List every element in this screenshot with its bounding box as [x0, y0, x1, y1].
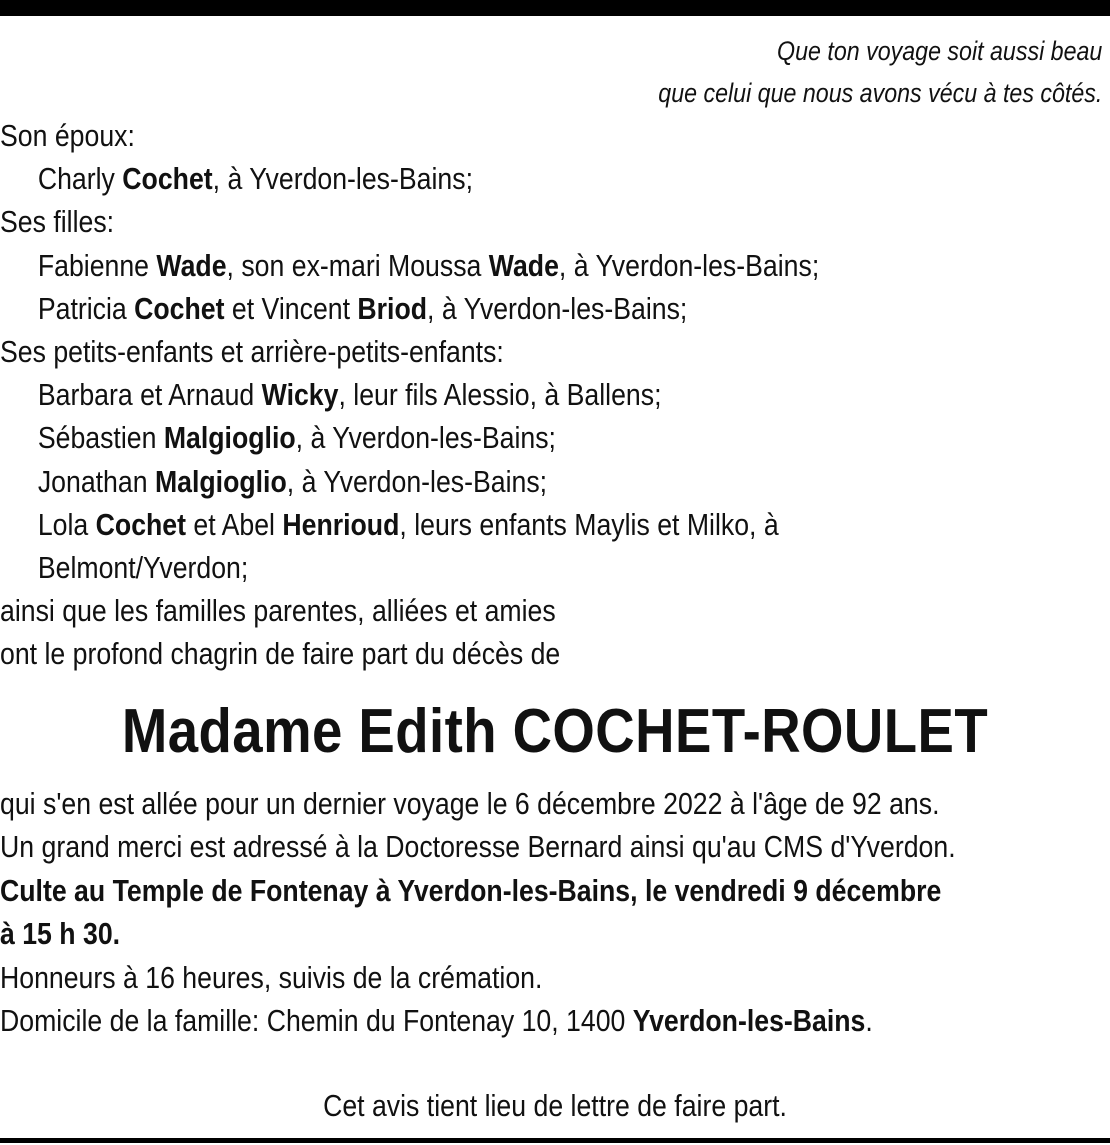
text-part: , à Yverdon-les-Bains;: [295, 420, 556, 456]
quote-line-2: que celui que nous avons vécu à tes côtés.: [657, 78, 1102, 108]
spouse-header: Son époux:: [0, 118, 135, 153]
daughter-line-1: [0, 244, 1109, 287]
text-part: et Abel: [186, 506, 283, 542]
address-line: [0, 999, 1109, 1042]
text-part: Patricia: [37, 290, 135, 326]
text-part: , à Yverdon-les-Bains;: [427, 290, 688, 326]
grandchild-line-4-continued: Belmont/Yverdon;: [37, 549, 249, 585]
surname: Wade: [488, 247, 559, 283]
spouse-last: Cochet: [122, 161, 213, 197]
thanks-line: Un grand merci est adressé à la Doctoresse Bernard ainsi qu'au CMS d'Yverdon.: [0, 829, 956, 865]
address-city: Yverdon-les-Bains: [632, 1002, 866, 1038]
surname: Cochet: [95, 506, 187, 542]
service-line-2: à 15 h 30.: [0, 916, 121, 952]
grandchild-line-4: [0, 503, 1109, 546]
surname: Cochet: [134, 290, 225, 326]
text-part: , leurs enfants Maylis et Milko, à: [399, 506, 779, 542]
daughters-header: Ses filles:: [0, 204, 115, 240]
announcement-line: ont le profond chagrin de faire part du décès de: [0, 636, 561, 672]
also-families-line: ainsi que les familles parentes, alliées et amies: [0, 593, 556, 629]
text-part: Lola: [37, 506, 96, 542]
spouse-first: Charly: [37, 161, 123, 197]
notice-details: [0, 782, 1109, 1042]
family-list: [0, 114, 1109, 675]
top-rule: [0, 0, 1110, 16]
service-line-1: Culte au Temple de Fontenay à Yverdon-les-Bains, le vendredi 9 décembre: [0, 872, 942, 908]
text-part: Barbara et Arnaud: [37, 377, 262, 413]
text-part: , à Yverdon-les-Bains;: [286, 463, 548, 499]
spouse-line: [0, 157, 1109, 200]
surname: Wicky: [261, 377, 339, 413]
passing-line: qui s'en est allée pour un dernier voyage le 6 décembre 2022 à l'âge de 92 ans.: [0, 786, 940, 821]
surname: Wade: [156, 247, 227, 283]
address-prefix: Domicile de la famille: Chemin du Fontenay 10, 1400: [0, 1002, 633, 1038]
text-part: et Vincent: [224, 290, 358, 326]
surname: Briod: [357, 290, 428, 326]
quote-line-1: Que ton voyage soit aussi beau: [776, 36, 1102, 66]
daughter-line-2: [0, 287, 1109, 330]
surname: Henrioud: [282, 506, 400, 542]
surname: Malgioglio: [163, 420, 296, 456]
surname: Malgioglio: [154, 463, 287, 499]
text-part: Jonathan: [37, 463, 155, 499]
text-part: , son ex-mari Moussa: [226, 247, 489, 283]
grandchild-line-1: [0, 373, 1109, 416]
bottom-rule: [0, 1138, 1110, 1143]
text-part: , à Yverdon-les-Bains;: [558, 247, 820, 283]
grandchildren-header: Ses petits-enfants et arrière-petits-enfants:: [0, 333, 504, 369]
text-part: , leur fils Alessio, à Ballens;: [338, 377, 662, 413]
deceased-name: Madame Edith COCHET-ROULET: [121, 697, 989, 766]
address-end: .: [865, 1002, 873, 1038]
grandchild-line-3: [0, 460, 1109, 503]
spouse-rest: , à Yverdon-les-Bains;: [212, 161, 474, 197]
honours-line: Honneurs à 16 heures, suivis de la crémation.: [0, 959, 543, 995]
text-part: Sébastien: [37, 420, 164, 456]
grandchild-line-2: [0, 416, 1109, 459]
closing-note: Cet avis tient lieu de lettre de faire part.: [323, 1088, 787, 1123]
epigraph-quote: [658, 30, 1102, 114]
text-part: Fabienne: [37, 247, 157, 283]
